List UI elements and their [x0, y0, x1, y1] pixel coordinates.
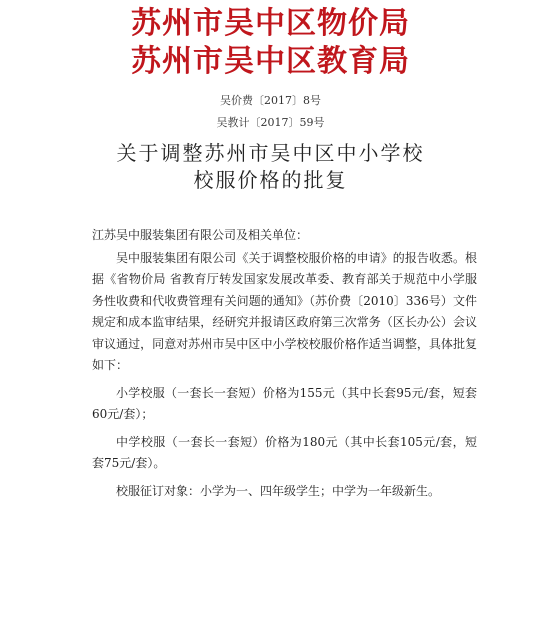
addressee: 江苏吴中服装集团有限公司及相关单位： [92, 228, 309, 242]
document-title-line-2: 校服价格的批复 [193, 168, 348, 192]
doc-number-price: 吴价费〔2017〕8号 [220, 94, 321, 107]
document-body [92, 225, 477, 502]
issuer-education-bureau: 苏州市吴中区教育局 [131, 44, 410, 79]
paragraph-target: 校服征订对象：小学为一、四年级学生；中学为一年级新生。 [116, 483, 441, 498]
document-title-line-1: 关于调整苏州市吴中区中小学校 [116, 141, 425, 165]
paragraph-main: 吴中服装集团有限公司《关于调整校服价格的申请》的报告收悉。根据《省物价局 省教育厅转发国家发展改革委、教育部关于规范中小学服务性收费和代收费管理有关问题的通知》（苏价费〔2010〕336号）文件规定和成本监审结果，经研究并报请区政府第三次常务（区长办公）会议审议通过，同意对苏州市吴中区中小学校校服价格作适当调整，具体批复如下： [92, 250, 477, 372]
issuer-price-bureau: 苏州市吴中区物价局 [131, 6, 410, 41]
paragraph-primary-price: 小学校服（一套长一套短）价格为155元（其中长套95元/套，短套60元/套）； [92, 385, 477, 421]
doc-number-education: 吴教计〔2017〕59号 [216, 116, 325, 129]
paragraph-middle-price: 中学校服（一套长一套短）价格为180元（其中长套105元/套，短套75元/套）。 [92, 434, 477, 470]
